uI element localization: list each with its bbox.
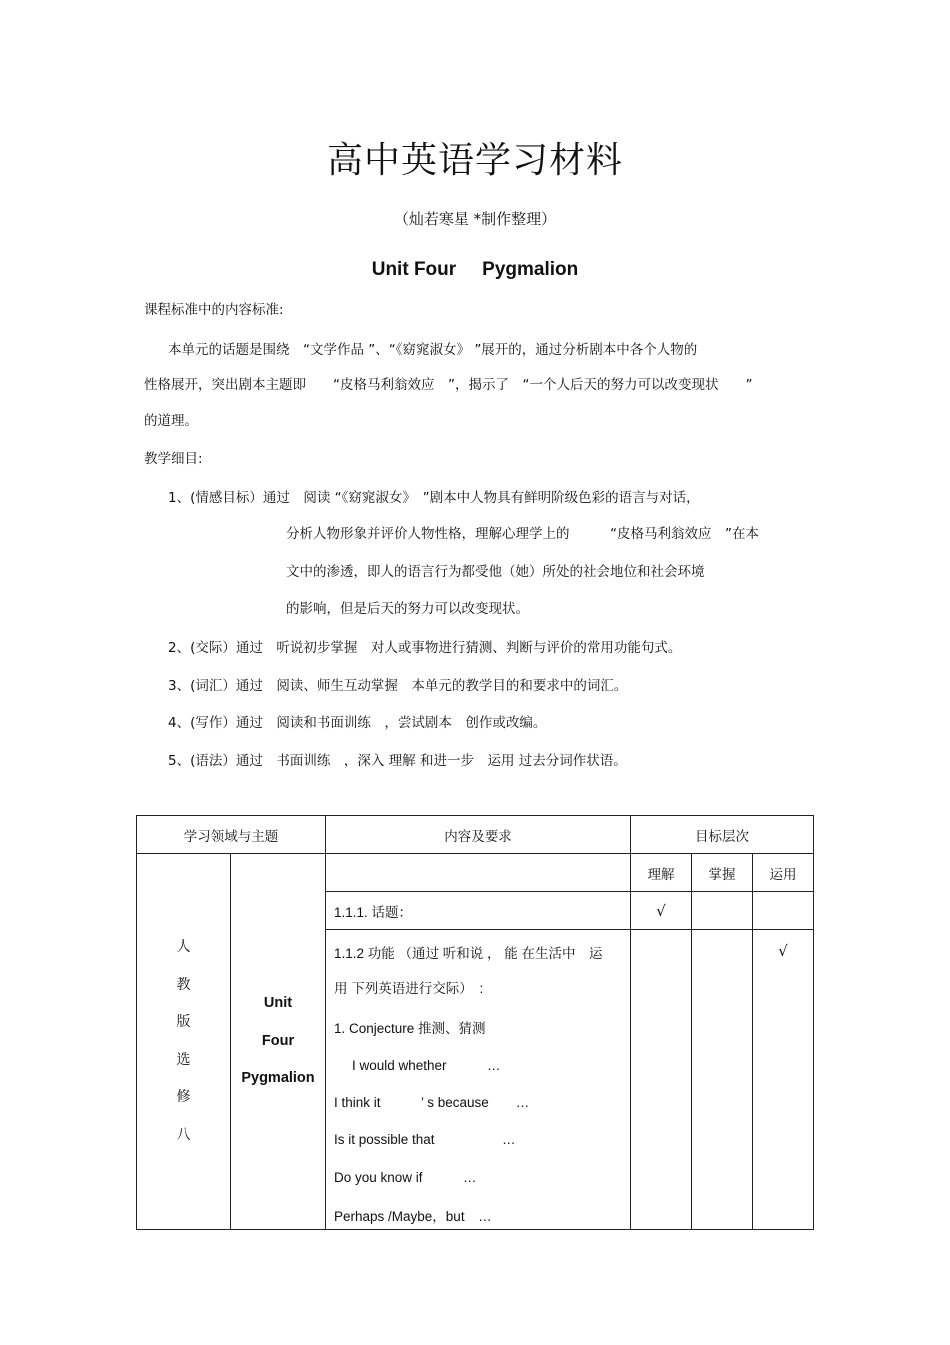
header-content: 内容及要求 <box>444 828 512 845</box>
function-apply-cell <box>753 930 814 1230</box>
phrase-4: Do you know if … <box>334 1170 477 1185</box>
level-master-cell <box>692 854 753 892</box>
objective-1-line-4: 的影响，但是后天的努力可以改变现状。 <box>286 601 529 617</box>
unit-word: Pygmalion <box>241 1070 315 1087</box>
unit-title <box>0 257 950 283</box>
objective-4: 4、(写作）通过 阅读和书面训练 ，尝试剧本 创作或改编。 <box>168 715 547 731</box>
topic-understand-cell <box>631 892 692 930</box>
page-subtitle: （灿若寒星 *制作整理） <box>393 210 557 228</box>
unit-word: Unit <box>263 995 293 1012</box>
header-domain-cell <box>137 816 326 854</box>
objective-2: 2、(交际）通过 听说初步掌握 对人或事物进行猜测、判断与评价的常用功能句式。 <box>168 640 682 656</box>
book-char: 修 <box>176 1089 191 1105</box>
level-apply-cell <box>753 854 814 892</box>
objective-3: 3、(词汇）通过 阅读、师生互动掌握 本单元的教学目的和要求中的词汇。 <box>168 678 628 694</box>
topic-text: 1.1.1. 话题： <box>334 904 413 920</box>
level-master: 掌握 <box>708 866 736 883</box>
unit-title-name: Pygmalion <box>482 259 579 280</box>
function-cell <box>326 930 631 1230</box>
book-char: 人 <box>176 939 191 955</box>
header-target: 目标层次 <box>695 828 749 845</box>
objective-1-line-3: 文中的渗透，即人的语言行为都受他（她）所处的社会地位和社会环境 <box>286 564 705 580</box>
details-heading: 教学细目: <box>144 451 203 467</box>
intro-paragraph-line-3: 的道理。 <box>144 413 198 429</box>
empty-content-cell <box>326 854 631 892</box>
book-char: 选 <box>176 1051 191 1068</box>
book-char: 教 <box>176 976 191 993</box>
book-char: 八 <box>176 1126 191 1143</box>
level-understand: 理解 <box>647 866 675 883</box>
function-check-mark: √ <box>778 942 788 960</box>
topic-cell <box>326 892 631 930</box>
topic-master-cell <box>692 892 753 930</box>
header-content-cell <box>326 816 631 854</box>
function-item-title: 1. Conjecture 推测、猜测 <box>334 1021 486 1036</box>
phrase-3: Is it possible that … <box>334 1132 516 1147</box>
function-line-2: 用 下列英语进行交际） : <box>334 981 484 996</box>
phrase-2: I think it ’ s because … <box>334 1095 530 1110</box>
unit-title-number: Unit Four <box>371 259 457 280</box>
objective-5: 5、(语法）通过 书面训练 ，深入 理解 和进一步 运用 过去分词作状语。 <box>168 753 627 769</box>
level-understand-cell <box>631 854 692 892</box>
unit-word: Four <box>261 1032 295 1049</box>
objective-1-line-1: 1、(情感目标）通过 阅读 “《窈窕淑女》 ”剧本中人物具有鲜明阶级色彩的语言与对话， <box>168 490 700 506</box>
phrase-1: I would whether … <box>352 1058 501 1073</box>
unit-cell <box>231 854 326 1230</box>
level-apply: 运用 <box>769 866 797 883</box>
objective-1-line-2: 分析人物形象并评价人物性格，理解心理学上的 “皮格马利翁效应 ”在本 <box>286 526 759 542</box>
phrase-5: Perhaps /Maybe，but … <box>334 1209 492 1224</box>
objectives-table <box>136 815 814 1230</box>
page-title: 高中英语学习材料 <box>326 140 623 181</box>
function-understand-cell <box>631 930 692 1230</box>
header-target-cell <box>631 816 814 854</box>
topic-apply-cell <box>753 892 814 930</box>
book-char: 版 <box>176 1014 191 1030</box>
header-domain: 学习领域与主题 <box>183 828 279 845</box>
function-master-cell <box>692 930 753 1230</box>
intro-paragraph-line-2: 性格展开，突出剧本主题即 “皮格马利翁效应 ”，揭示了 “一个人后天的努力可以改变现状 ” <box>144 377 753 393</box>
topic-check-mark: √ <box>656 901 666 920</box>
intro-paragraph-line-1: 本单元的话题是围绕 “文学作品 ”、“《窈窕淑女》 ”展开的，通过分析剧本中各个人物的 <box>168 342 698 358</box>
standard-heading: 课程标准中的内容标准: <box>144 302 284 318</box>
book-cell <box>137 854 231 1230</box>
function-line-1: 1.1.2 功能 （通过 听和说 ， 能 在生活中 运 <box>334 946 603 961</box>
